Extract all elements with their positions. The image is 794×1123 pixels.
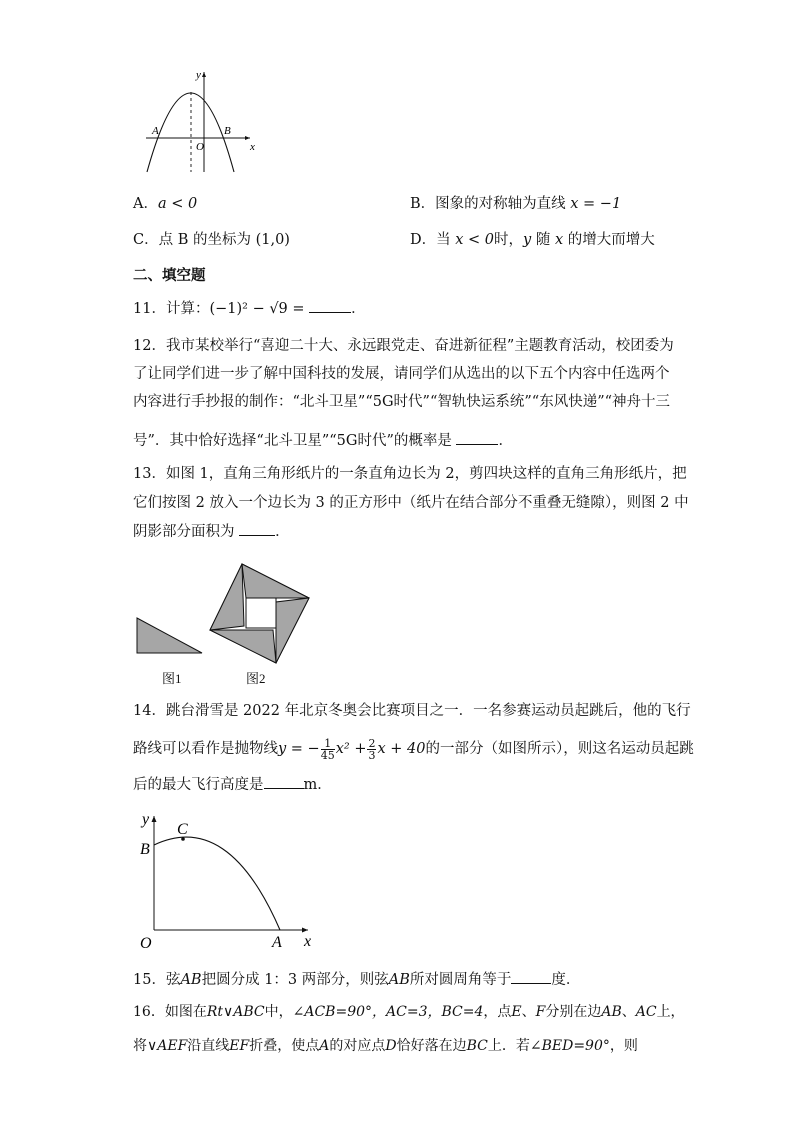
option-a-label: A． — [133, 196, 158, 212]
option-c-expr: (1,0) — [255, 232, 290, 248]
q13-line1: 13．如图 1，直角三角形纸片的一条直角边长为 2，剪四块这样的直角三角形纸片，把 — [133, 466, 687, 482]
graph-label-O: O — [196, 141, 204, 153]
q12-answer-blank[interactable] — [456, 430, 498, 445]
q16-l1-E: E — [511, 1004, 522, 1020]
graph-label-x: x — [304, 933, 312, 950]
q14-frac1-num: 1 — [321, 738, 335, 750]
q16-l1b: 中， — [264, 1004, 293, 1020]
q16-l2b: 沿直线 — [187, 1038, 230, 1054]
q11-suffix: ． — [351, 301, 366, 317]
q16-l1d: 、 — [521, 1004, 536, 1020]
option-a-expr: a < 0 — [157, 196, 198, 212]
graph-label-O: O — [140, 935, 152, 952]
y-axis-arrow — [152, 816, 157, 822]
q14-line2-b: 的一部分（如图所示），则这名运动员起跳 — [425, 741, 694, 757]
q13-line3-end: ． — [275, 524, 290, 540]
q16-line2 — [133, 1035, 638, 1057]
q14-eq-y: y = − — [278, 741, 320, 757]
q13-answer-blank[interactable] — [239, 521, 275, 536]
q16-l1-F: F — [535, 1004, 546, 1020]
q16-l1-tri: Rt∨ABC — [206, 1004, 265, 1020]
q16-l2-A: A — [319, 1038, 330, 1054]
q12-line4 — [133, 430, 513, 452]
q16-l1a: 16．如图在 — [133, 1004, 207, 1020]
q14-line3-text: 后的最大飞行高度是 — [133, 777, 264, 793]
q16-line1 — [133, 1001, 685, 1023]
option-b — [410, 192, 621, 213]
q16-l2f: 上．若 — [487, 1038, 530, 1054]
graph-label-y: y — [142, 811, 150, 828]
q11 — [133, 298, 366, 320]
graph-label-C: C — [177, 821, 188, 838]
q14-line1: 14．跳台滑雪是 2022 年北京冬奥会比赛项目之一．一名参赛运动员起跳后，他的飞行 — [133, 703, 691, 719]
q13-line3-text: 阴影部分面积为 — [133, 524, 235, 540]
q16-l2g: ，则 — [609, 1038, 638, 1054]
option-d-label: D．当 — [410, 232, 451, 248]
q16-l1c: ，点 — [483, 1004, 512, 1020]
option-c-label: C．点 B 的坐标为 — [133, 232, 251, 248]
q11-answer-blank[interactable] — [309, 298, 351, 313]
q16-l1e: 分别在边 — [545, 1004, 602, 1020]
q14-line2 — [133, 734, 694, 764]
q14-frac1-den: 45 — [320, 748, 335, 762]
q12-line1: 12．我市某校举行“喜迎二十大、永远跟党走、奋进新征程”主题教育活动，校团委为 — [133, 338, 674, 354]
graph-label-x: x — [250, 141, 255, 153]
q14-trajectory-graph — [136, 808, 326, 953]
q15-b: 把圆分成 1：3 两部分，则弦 — [201, 972, 389, 988]
triangle-bottom — [210, 630, 276, 663]
q14-frac2-den: 3 — [368, 748, 376, 762]
q13-figure2-caption: 图2 — [246, 671, 266, 686]
q13-figure2-square — [208, 562, 312, 666]
q10-parabola-graph — [140, 66, 260, 176]
q14-eq-x: x + 40 — [377, 741, 426, 757]
option-d-expr2: y — [523, 232, 532, 248]
option-d-expr1: x < 0 — [455, 232, 495, 248]
option-b-expr: x = −1 — [570, 196, 622, 212]
q15-ab2: AB — [388, 972, 410, 988]
option-d — [410, 228, 655, 249]
y-axis-arrow — [202, 72, 206, 77]
q16-l2-BC: BC — [466, 1038, 488, 1054]
q13-line3 — [133, 521, 290, 543]
option-d-text3: 的增大而增大 — [567, 232, 655, 248]
q16-l1-ang: ∠ACB=90°，AC=3，BC=4 — [292, 1004, 484, 1020]
option-c — [133, 228, 290, 249]
q15-c: 所对圆周角等于 — [409, 972, 512, 988]
q16-l2-EF: EF — [229, 1038, 250, 1054]
q15-a: 15．弦 — [133, 972, 181, 988]
q14-line3 — [133, 774, 332, 796]
section-heading: 二、填空题 — [133, 267, 206, 284]
q12-line4-text: 号”．其中恰好选择“北斗卫星”“5G时代”的概率是 — [133, 433, 452, 449]
x-axis-arrow — [245, 136, 250, 140]
q15-answer-blank[interactable] — [511, 969, 551, 984]
q14-frac2-num: 2 — [368, 736, 376, 750]
q14-answer-blank[interactable] — [264, 774, 304, 789]
graph-label-A: A — [272, 934, 282, 951]
q15-d: 度． — [551, 972, 581, 988]
q14-frac1 — [321, 738, 335, 761]
q16-l2-D: D — [385, 1038, 397, 1054]
trajectory-curve — [154, 837, 280, 930]
q16-l2d: 的对应点 — [329, 1038, 386, 1054]
option-d-text2: 随 — [535, 232, 551, 248]
q12-line2: 了让同学们进一步了解中国科技的发展，请同学们从选出的以下五个内容中任选两个 — [133, 366, 670, 382]
graph-label-A: A — [152, 125, 159, 137]
q13-figure1-triangle — [136, 616, 204, 656]
q12-line4-end: ． — [498, 433, 513, 449]
option-b-label: B．图象的对称轴为直线 — [410, 196, 566, 212]
option-d-expr3: x — [554, 232, 564, 248]
graph-label-B: B — [224, 125, 231, 137]
triangle-left — [210, 564, 244, 630]
x-axis-arrow — [302, 928, 308, 933]
q14-frac2 — [367, 738, 376, 761]
triangle-right — [276, 598, 309, 663]
q14-unit: m． — [303, 777, 332, 793]
q16-l2-ang: ∠BED=90° — [529, 1038, 610, 1054]
q14-eq-x2: x² + — [335, 741, 367, 757]
q15-ab1: AB — [180, 972, 202, 988]
graph-label-B: B — [140, 841, 150, 858]
q16-l1-AC: AC — [635, 1004, 657, 1020]
q13-line2: 它们按图 2 放入一个边长为 3 的正方形中（纸片在结合部分不重叠无缝隙），则图 2 中 — [133, 495, 689, 511]
q16-l1-AB: AB — [601, 1004, 622, 1020]
option-a — [133, 192, 197, 213]
q16-l2-tri: ∨AEF — [147, 1038, 188, 1054]
q15 — [133, 969, 580, 991]
q16-l2a: 将 — [133, 1038, 147, 1054]
q12-line3: 内容进行手抄报的制作：“北斗卫星”“5G时代”“智轨快运系统”“东风快递”“神舟十三 — [133, 394, 671, 410]
q16-l2c: 折叠，使点 — [249, 1038, 320, 1054]
triangle-top — [242, 564, 309, 598]
parabola-curve — [147, 93, 234, 172]
graph-label-y: y — [196, 69, 201, 81]
q11-prefix: 11．计算： — [133, 301, 210, 317]
q16-l1g: 上， — [656, 1004, 685, 1020]
option-d-mid: 时， — [494, 232, 524, 248]
q16-l1f: 、 — [621, 1004, 636, 1020]
q16-l2e: 恰好落在边 — [396, 1038, 467, 1054]
q11-expr: (−1)² − √9 = — [209, 301, 305, 317]
q13-figure1-caption: 图1 — [162, 671, 182, 686]
q14-line2-a: 路线可以看作是抛物线 — [133, 741, 278, 757]
inner-square — [246, 598, 276, 628]
